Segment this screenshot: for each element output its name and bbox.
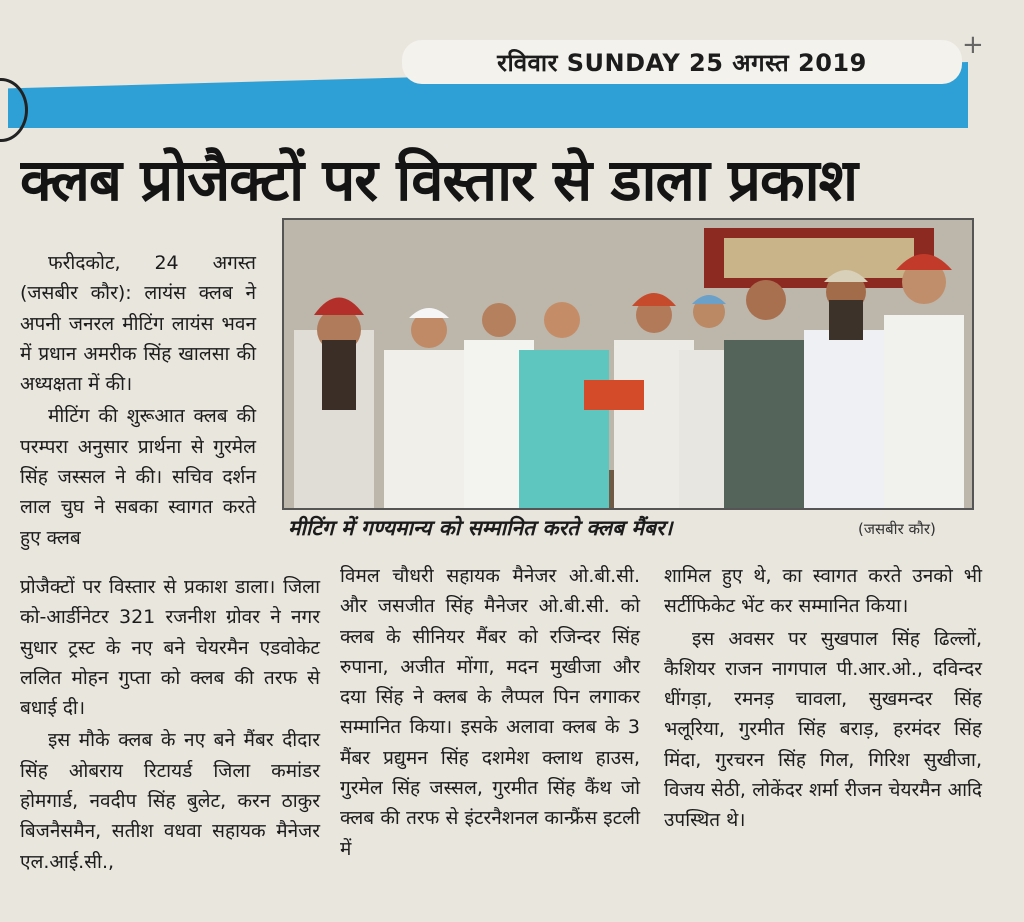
- paragraph: शामिल हुए थे, का स्वागत करते उनको भी सर्टीफिकेट भेंट कर सम्मानित किया।: [664, 565, 982, 618]
- page-curl-icon: [0, 78, 28, 142]
- paragraph: मीटिंग की शुरूआत क्लब की परम्परा अनुसार प्रार्थना से गुरमेल सिंह जस्सल ने की। सचिव दर्शन लाल चुघ ने सबका स्वागत करते हुए क्लब: [20, 405, 256, 549]
- headline: क्लब प्रोजैक्टों पर विस्तार से डाला प्रकाश: [20, 146, 858, 214]
- article-column-1-lower: [20, 572, 320, 877]
- article-column-3: [664, 561, 982, 836]
- article-column-1: [20, 248, 256, 553]
- article-column-2: [340, 561, 640, 864]
- paragraph: इस अवसर पर सुखपाल सिंह ढिल्लों, कैशियर राजन नागपाल पी.आर.ओ., दविन्दर धींगड़ा, रमनड़ चावला, सुखमन्दर सिंह भलूरिया, गुरमीत सिंह बराड़, हरमंदर सिंह मिंदा, गुरचरन सिंह गिल, गिरिश सुखीजा, विजय सेठी, लोकेंदर शर्मा रीजन चेयरमैन आदि उपस्थित थे।: [664, 627, 982, 832]
- photo-illustration: [284, 220, 972, 508]
- news-photo: [282, 218, 974, 510]
- paragraph: प्रोजैक्टों पर विस्तार से प्रकाश डाला। जिला को-आर्डीनेटर 321 रजनीश ग्रोवर ने नगर सुधार ट्रस्ट के नए बने चेयरमैन एडवोकेट ललित मोहन गुप्ता को क्लब की तरफ से बधाई दी।: [20, 576, 320, 720]
- paragraph: विमल चौधरी सहायक मैनेजर ओ.बी.सी. और जसजीत सिंह मैनेजर ओ.बी.सी. को क्लब के सीनियर मैंबर को रजिन्दर सिंह रुपाना, अजीत मोंगा, मदन मुखीजा और दया सिंह ने क्लब के लैप्पल पिन लगाकर सम्मानित किया। इसके अलावा क्लब के 3 मैंबर प्रद्युमन सिंह दशमेश क्लाथ हाउस, गुरमेल सिंह जस्सल, गुरमीत सिंह कैंथ जो क्लब की तरफ से इंटरनैशनल कान्फ्रैंस इटली में: [340, 565, 640, 860]
- paragraph-dateline: फरीदकोट, 24 अगस्त (जसबीर कौर): लायंस क्लब ने अपनी जनरल मीटिंग लायंस भवन में प्रधान अमरीक सिंह खालसा की अध्यक्षता में की।: [20, 252, 256, 396]
- paragraph: इस मौके क्लब के नए बने मैंबर दीदार सिंह ओबराय रिटायर्ड जिला कमांडर होमगार्ड, नवदीप सिंह बुलेट, करन ठाकुर बिजनैसमैन, सतीश वधवा सहायक मैनेजर एल.आई.सी.,: [20, 729, 320, 873]
- photo-credit: (जसबीर कौर): [858, 520, 936, 538]
- dateline: रविवार SUNDAY 25 अगस्त 2019: [402, 40, 962, 84]
- photo-caption: मीटिंग में गण्यमान्य को सम्मानित करते क्लब मैंबर।: [288, 516, 673, 540]
- registration-mark-icon: +: [962, 30, 984, 60]
